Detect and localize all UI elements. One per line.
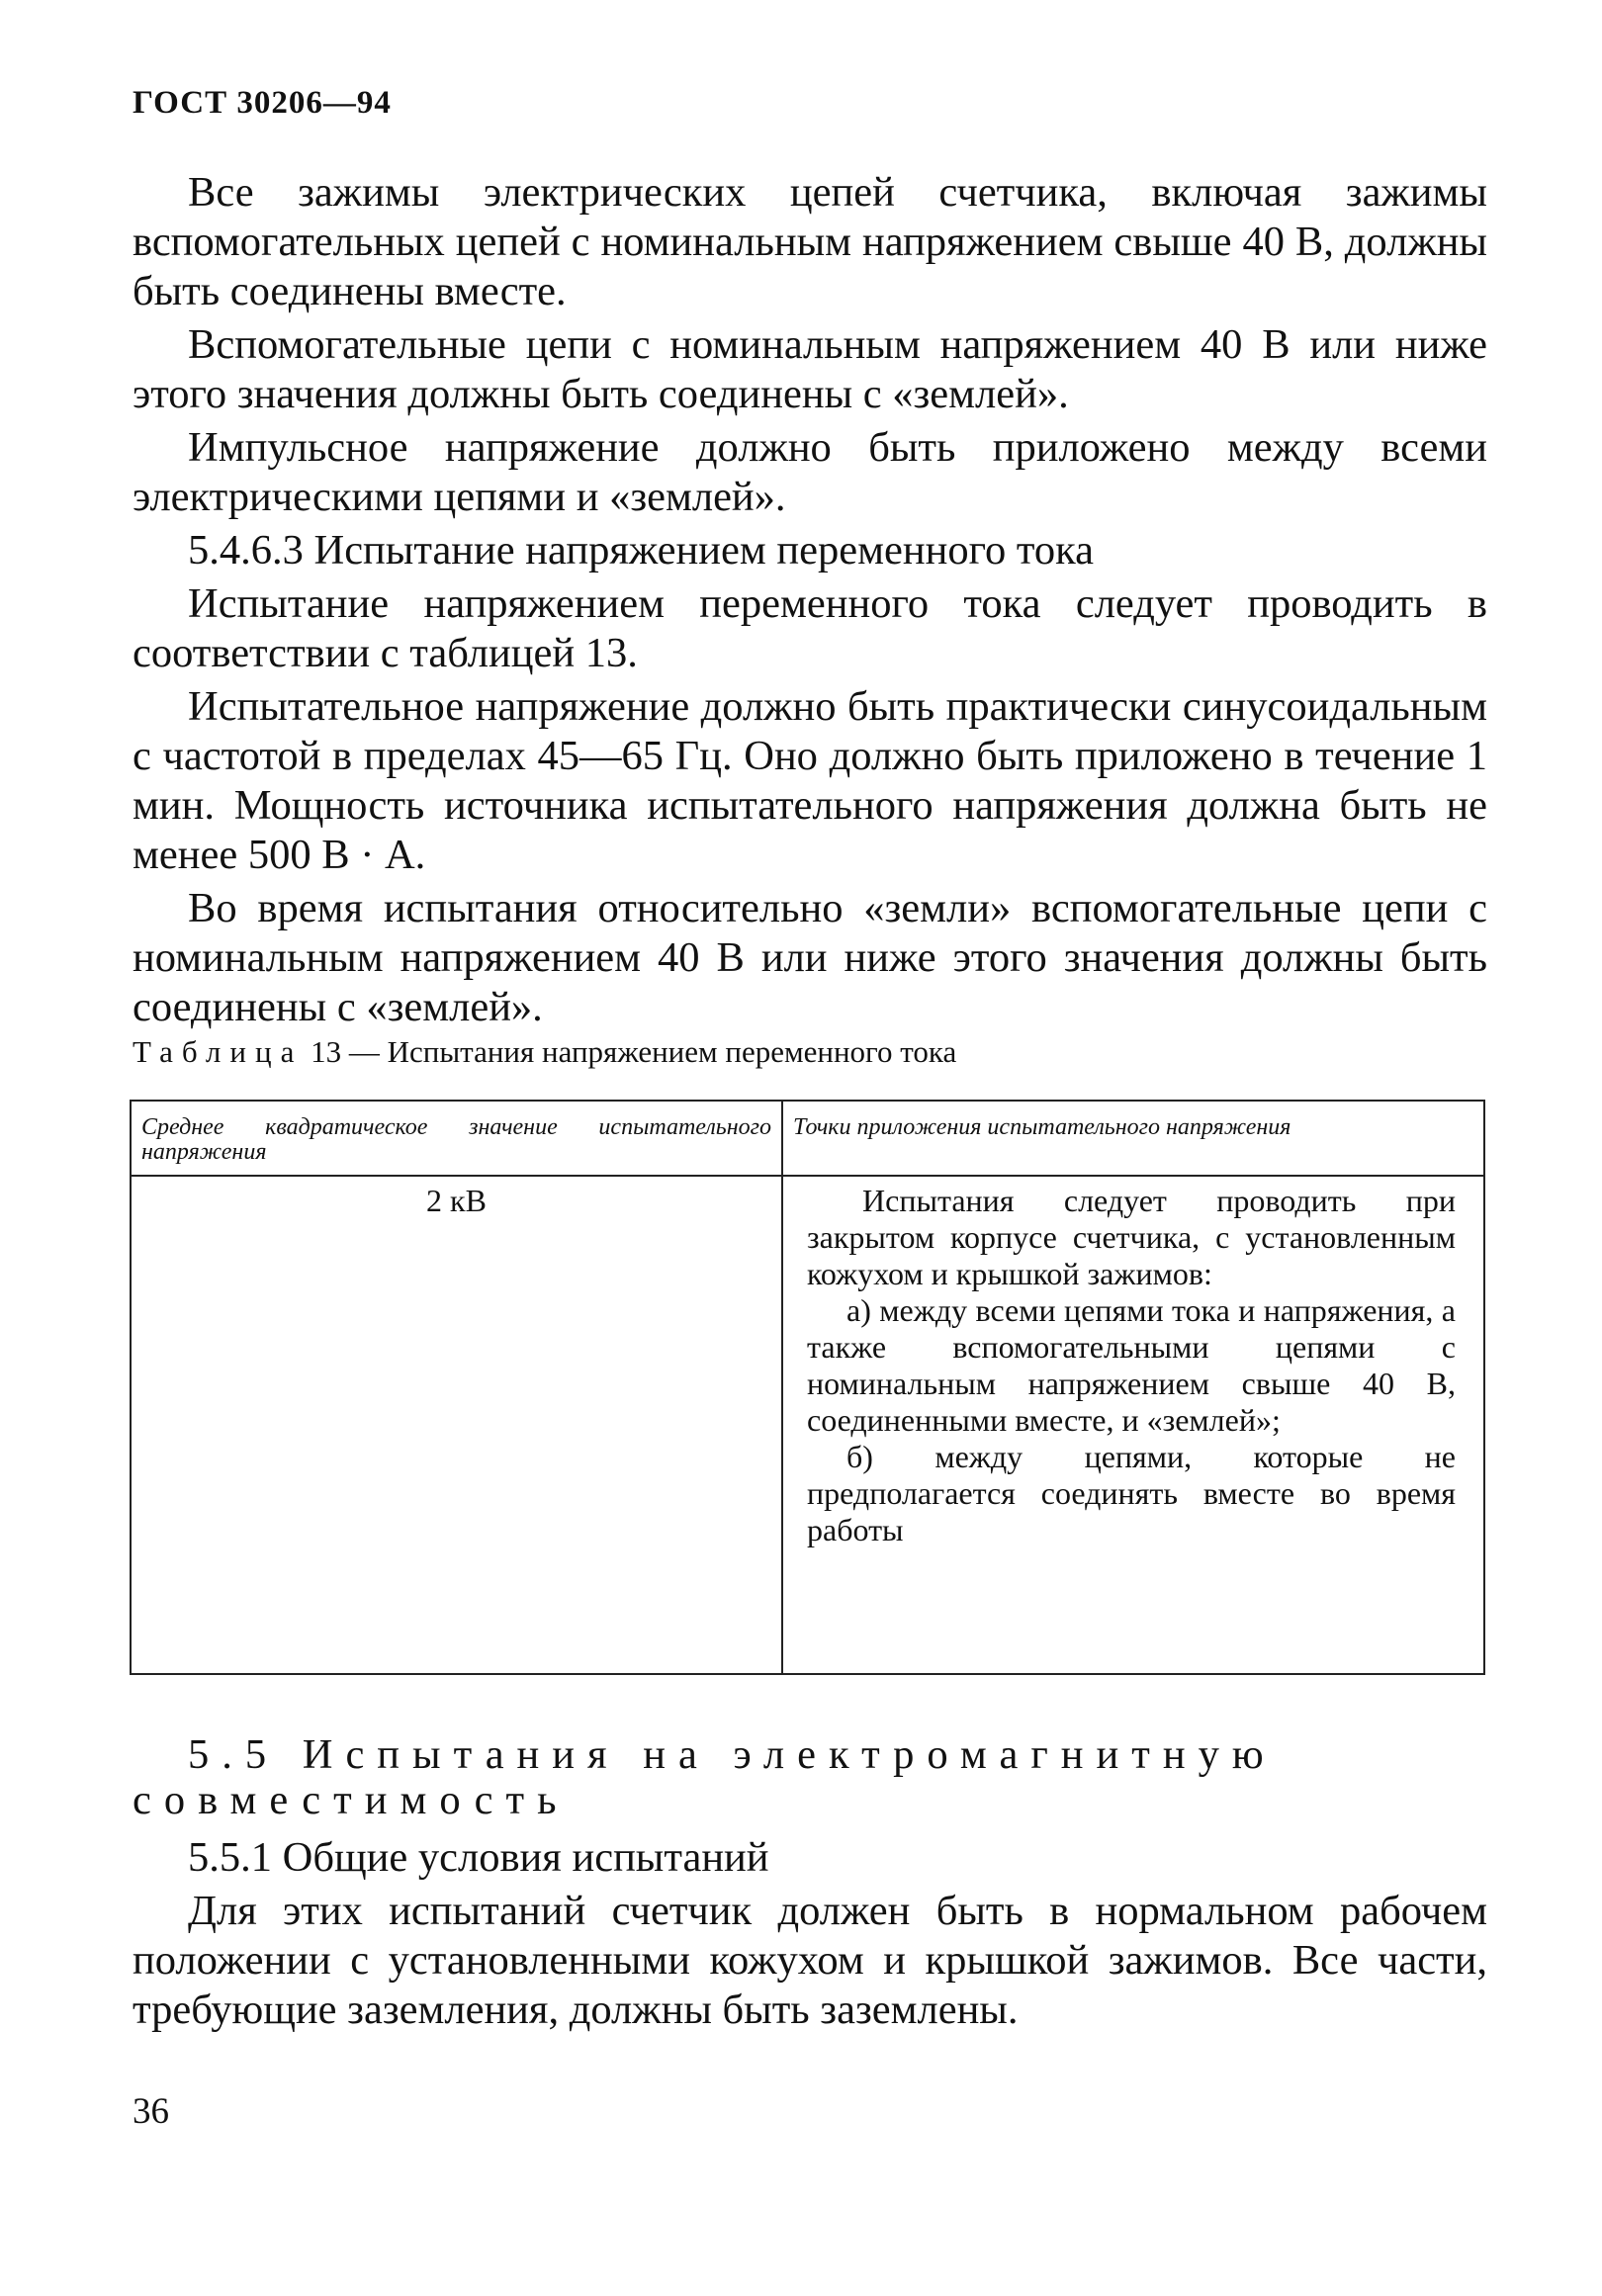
paragraph-impulse-voltage: Импульсное напряжение должно быть приложено между всеми электрическими цепями и «землей». [133,424,1487,520]
table-header-row [131,1101,1484,1176]
table-row [131,1176,1484,1674]
subsection-heading-5-4-6-3: 5.4.6.3 Испытание напряжением переменного тока [188,527,1095,574]
paragraph-test-voltage-spec: Испытательное напряжение должно быть практически синусоидальным с частотой в пределах 45—65 Гц. Оно должно быть приложено в течение 1 мин. Мощность источника испытательного напряжения должна быть не менее 500 В · А. [133,683,1487,878]
table-caption [133,1034,956,1070]
cell-desc-item-b: б) между цепями, которые не предполагается соединять вместе во время работы [807,1439,1456,1547]
column-header-application-points: Точки приложения испытательного напряжения [782,1101,1484,1176]
subsection-heading-5-5-1: 5.5.1 Общие условия испытаний [188,1834,769,1881]
paragraph-auxiliary-circuits: Вспомогательные цепи с номинальным напряжением 40 В или ниже этого значения должны быть соединены с «землей». [133,321,1487,417]
table-13 [130,1100,1485,1675]
paragraph-ac-test-table-ref: Испытание напряжением переменного тока следует проводить в соответствии с таблицей 13. [133,580,1487,676]
paragraph-earth-test: Во время испытания относительно «земли» вспомогательные цепи с номинальным напряжением 40 В или ниже этого значения должны быть соединены с «землей». [133,885,1487,1030]
page-number: 36 [133,2091,169,2132]
cell-test-voltage-value: 2 кВ [131,1176,782,1674]
text-block-lower [133,1833,1487,2039]
paragraph-general-conditions: Для этих испытаний счетчик должен быть в нормальном рабочем положении с установленными кожухом и крышкой зажимов. Все части, требующие заземления, должны быть заземлены. [133,1888,1487,2033]
section-heading-5-5: 5.5 Испытания на электромагнитную совместимость [133,1731,1277,1823]
column-header-rms-voltage: Среднее квадратическое значение испытательного напряжения [131,1101,782,1176]
document-code-header: ГОСТ 30206—94 [133,85,392,121]
text-block-upper [133,168,1487,1036]
cell-desc-intro: Испытания следует проводить при закрытом корпусе счетчика, с установленным кожухом и крышкой зажимов: [807,1183,1456,1291]
table-caption-text: 13 — Испытания напряжением переменного тока [311,1034,957,1069]
table-caption-label: Таблица [133,1034,304,1069]
paragraph-terminals: Все зажимы электрических цепей счетчика, включая зажимы вспомогательных цепей с номинальным напряжением свыше 40 В, должны быть соединены вместе. [133,169,1487,314]
cell-desc-item-a: а) между всеми цепями тока и напряжения, а также вспомогательными цепями с номинальным напряжением свыше 40 В, соединенными вместе, и «землей»; [807,1292,1456,1438]
cell-application-points [782,1176,1484,1674]
